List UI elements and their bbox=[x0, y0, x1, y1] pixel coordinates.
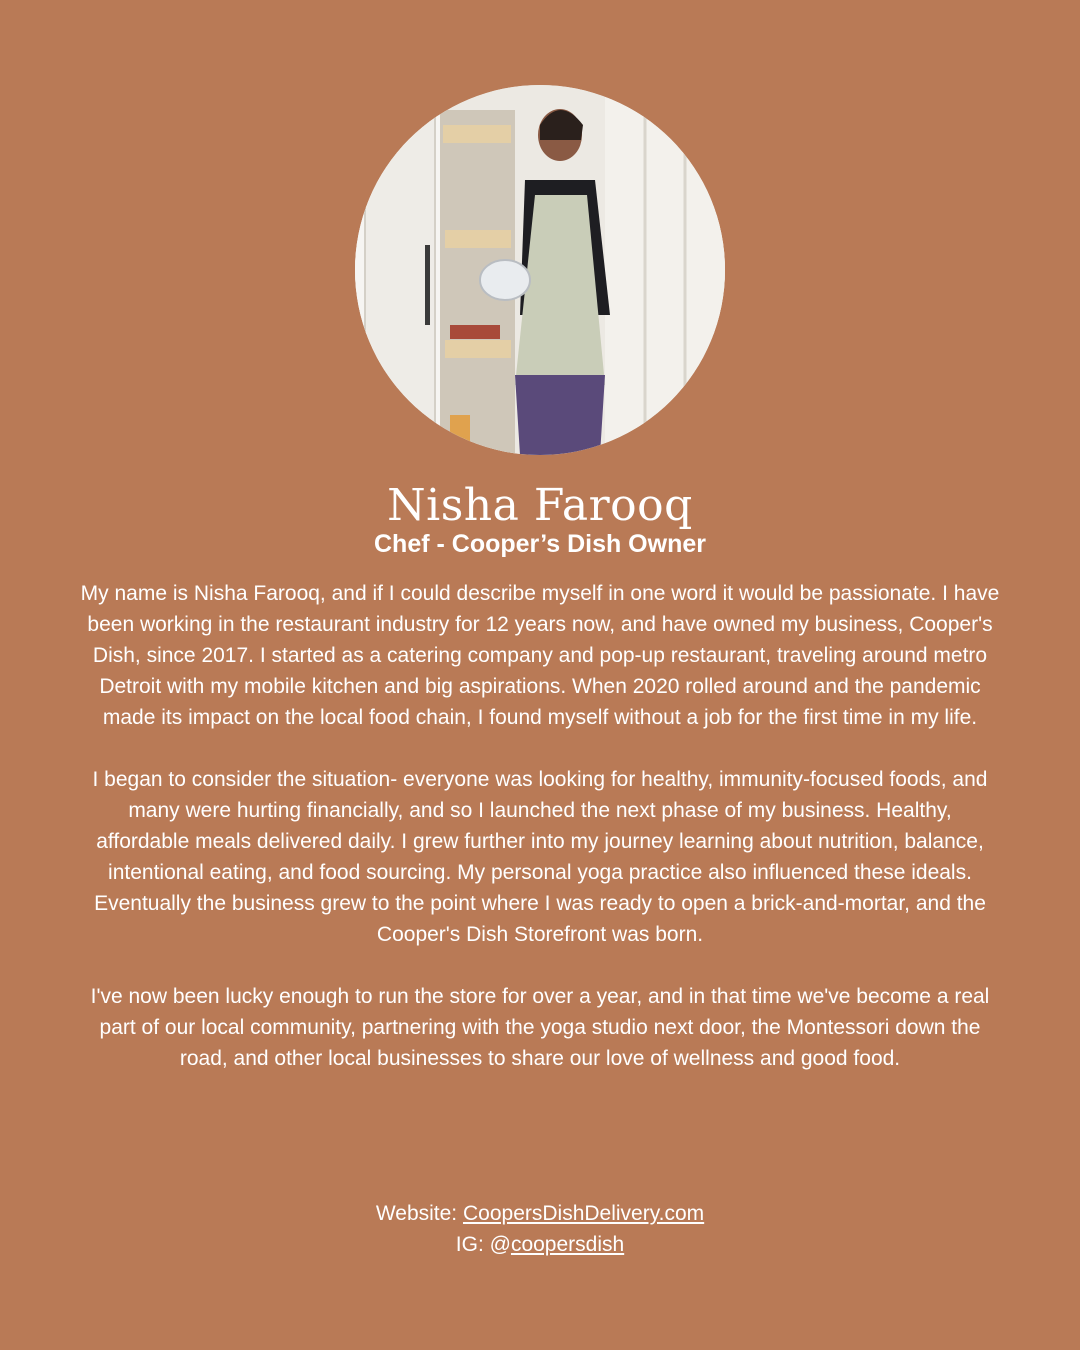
website-link[interactable]: CoopersDishDelivery.com bbox=[462, 1202, 705, 1225]
profile-role: Chef - Cooper’s Dish Owner bbox=[374, 530, 706, 558]
instagram-link[interactable]: coopersdish bbox=[510, 1233, 625, 1256]
bio-paragraph: I began to consider the situation- everyone was looking for healthy, immunity-focused foods, and many were hurting financially, and so I launched the next phase of my business. Healthy, affordable meals delivered daily. I grew further into my journey learning about nutrition, balance, intentional eating, and food sourcing. My personal yoga practice also influenced these ideals. Eventually the business grew to the point where I was ready to open a brick-and-mortar, and the Cooper's Dish Storefront was born. bbox=[92, 768, 988, 946]
bio-section bbox=[80, 578, 1000, 1105]
profile-photo-illustration bbox=[355, 85, 725, 455]
contact-section bbox=[0, 1198, 1080, 1260]
website-line bbox=[0, 1198, 1080, 1229]
bio-paragraph: My name is Nisha Farooq, and if I could describe myself in one word it would be passionate. I have been working in the restaurant industry for 12 years now, and have owned my business, Cooper's Dish, since 2017. I started as a catering company and pop-up restaurant, traveling around metro Detroit with my mobile kitchen and big aspirations. When 2020 rolled around and the pandemic made its impact on the local food chain, I found myself without a job for the first time in my life. bbox=[80, 582, 1000, 729]
bio-paragraph: I've now been lucky enough to run the store for over a year, and in that time we've become a real part of our local community, partnering with the yoga studio next door, the Montessori down the road, and other local businesses to share our love of wellness and good food. bbox=[90, 985, 990, 1070]
instagram-line bbox=[0, 1229, 1080, 1260]
profile-name: Nisha Farooq bbox=[387, 480, 693, 531]
profile-photo bbox=[355, 85, 725, 455]
instagram-label: IG: @ bbox=[455, 1233, 511, 1256]
website-label: Website: bbox=[375, 1202, 463, 1225]
